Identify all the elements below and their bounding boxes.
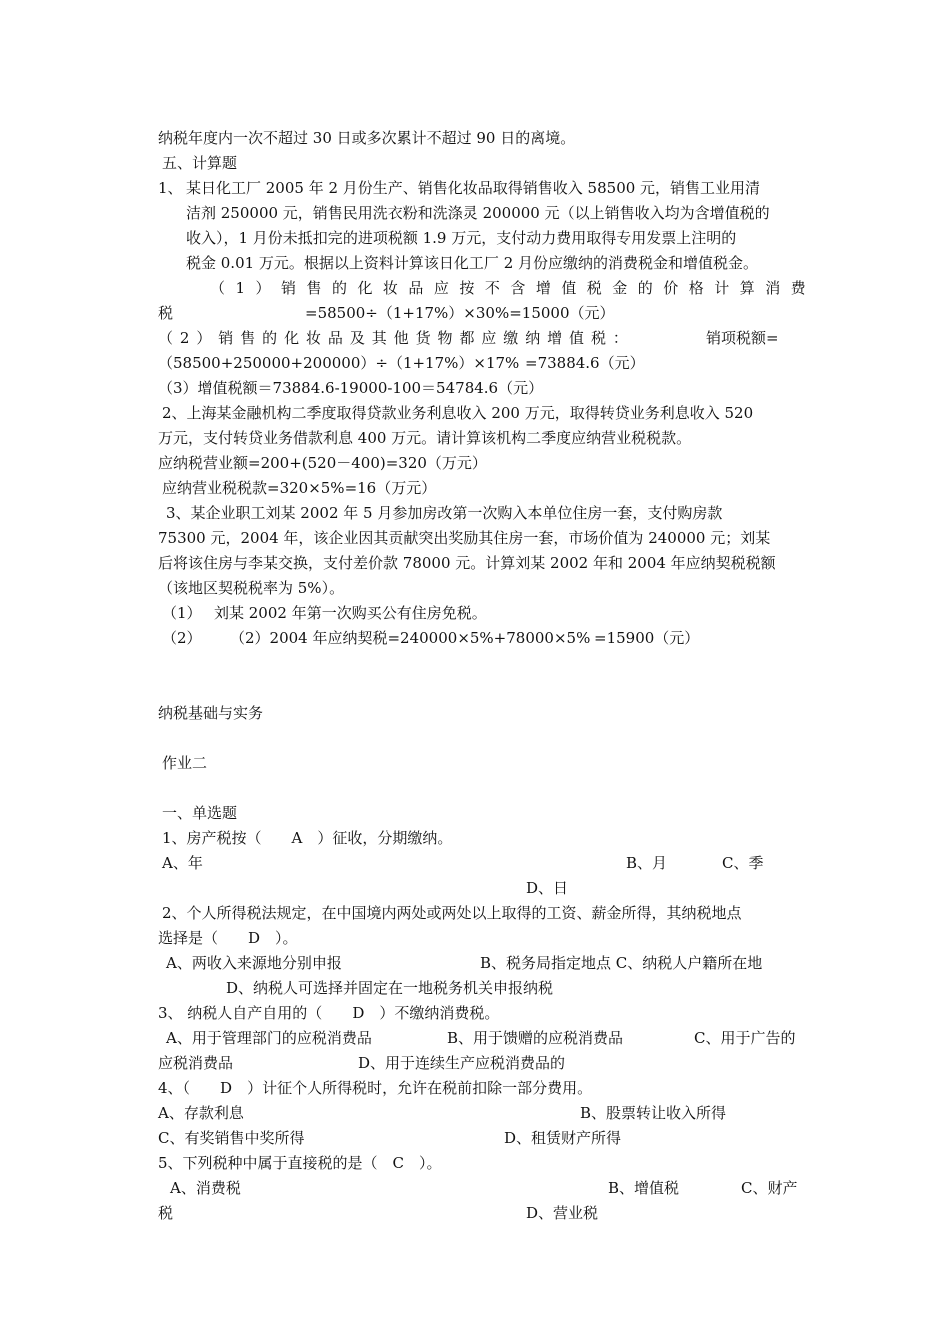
justified-char: 值 [561,279,577,297]
question-text: 4、（ D ）计征个人所得税时，允许在税前扣除一部分费用。 [158,1079,593,1097]
question-text: 2、个人所得税法规定，在中国境内两处或两处以上取得的工资、薪金所得，其纳税地点 [162,904,742,922]
answer-formula: =58500÷（1+17%）×30%=15000（元） [305,304,615,322]
option-b: B、用于馈赠的应税消费品 [447,1029,624,1047]
option-bc: B、税务局指定地点 C、纳税人户籍所在地 [480,954,763,972]
justified-char: 应 [433,279,449,297]
question-text: 5、下列税种中属于直接税的是（ C ）。 [158,1154,442,1172]
justified-char: 化 [284,329,300,347]
answer-text: 销项税额= [706,329,779,347]
answer-number: （2） [162,629,202,647]
justified-char: 化 [357,279,373,297]
section-title-single-choice: 一、单选题 [162,804,238,822]
question-text: 洁剂 250000 元，销售民用洗衣粉和洗涤灵 200000 元（以上销售收入均为含增值税的 [186,204,770,222]
question-text: 选择是（ D ）。 [158,929,298,947]
justified-char: 值 [569,329,585,347]
justified-char: 计 [714,279,730,297]
answer-text: （3）增值税额＝73884.6-19000-100＝54784.6（元） [158,379,544,397]
option-c: C、季 [722,854,764,872]
answer-result: =15900（元） [594,629,700,647]
document-title: 纳税基础与实务 [158,704,264,722]
justified-char: 格 [688,279,704,297]
justified-char: 含 [510,279,526,297]
option-a: A、消费税 [170,1179,241,1197]
justified-char: 的 [262,329,278,347]
option-d: D、用于连续生产应税消费品的 [358,1054,566,1072]
option-b: B、月 [626,854,668,872]
justified-char: 货 [415,329,431,347]
justified-char: 2 [179,329,190,347]
option-a: A、两收入来源地分别申报 [166,954,342,972]
option-a: A、用于管理部门的应税消费品 [166,1029,372,1047]
assignment-title: 作业二 [162,754,208,772]
justified-char: 缴 [503,329,519,347]
justified-char: 纳 [525,329,541,347]
question-text: 后将该住房与李某交换，支付差价款 78000 元。计算刘某 2002 年和 2004 年应纳契税税额 [158,554,776,572]
justified-char: 的 [331,279,347,297]
justified-char: ） [196,329,212,347]
question-text: 3、 纳税人自产自用的（ D ）不缴纳消费税。 [158,1004,500,1022]
answer-number: （1） [162,604,202,622]
justified-char: 品 [327,329,343,347]
answer-text: 税 [158,304,174,322]
question-text: 万元，支付转贷业务借款利息 400 万元。请计算该机构二季度应纳营业税税款。 [158,429,692,447]
option-c: C、财产 [741,1179,798,1197]
option-c-continued: 应税消费品 [158,1054,234,1072]
option-a: A、存款利息 [158,1104,244,1122]
justified-char: 的 [637,279,653,297]
justified-char: 都 [459,329,475,347]
question-text: 收入），1 月份未抵扣完的进项税额 1.9 万元，支付动力费用取得专用发票上注明的 [186,229,737,247]
justified-char: ） [255,279,271,297]
justified-char: 税 [590,329,606,347]
justified-char: 增 [547,329,563,347]
option-b: B、股票转让收入所得 [580,1104,727,1122]
justified-char: 妆 [305,329,321,347]
answer-result: =73884.6（元） [525,354,645,372]
question-text: 2、上海某金融机构二季度取得贷款业务利息收入 200 万元，取得转贷业务利息收入 520 [162,404,754,422]
justified-char: 价 [663,279,679,297]
answer-justified-line [210,278,806,298]
answer-text: 应纳税营业额=200+(520－400)=320（万元） [158,454,487,472]
option-c: C、用于广告的 [694,1029,796,1047]
justified-char: （ [158,329,174,347]
intro-line: 纳税年度内一次不超过 30 日或多次累计不超过 90 日的离境。 [158,129,576,147]
justified-char: 税 [586,279,602,297]
justified-char: 售 [306,279,322,297]
answer-formula: （2）2004 年应纳契税=240000×5%+78000×5% [230,629,591,647]
question-text: 3、某企业职工刘某 2002 年 5 月参加房改第一次购入本单位住房一套，支付购房款 [166,504,723,522]
question-text: 1、房产税按（ A ）征收，分期缴纳。 [162,829,453,847]
justified-char: 及 [349,329,365,347]
section-title-calc: 五、计算题 [162,154,238,172]
answer-text: 刘某 2002 年第一次购买公有住房免税。 [214,604,487,622]
justified-char: 增 [535,279,551,297]
justified-char: 费 [790,279,806,297]
justified-char: 销 [218,329,234,347]
question-number: 1、 [158,179,183,197]
justified-char: 不 [484,279,500,297]
justified-char: 按 [459,279,475,297]
option-d: D、营业税 [526,1204,599,1222]
option-b: B、增值税 [608,1179,680,1197]
question-text: 75300 元，2004 年，该企业因其贡献突出奖励其住房一套，市场价值为 240000 元；刘某 [158,529,771,547]
option-a: A、年 [162,854,203,872]
justified-char: 妆 [382,279,398,297]
option-d: D、纳税人可选择并固定在一地税务机关申报纳税 [226,979,554,997]
question-text: （该地区契税税率为 5%）。 [158,579,345,597]
answer-text: 应纳营业税税款=320×5%=16（万元） [162,479,437,497]
option-d: D、租赁财产所得 [504,1129,622,1147]
answer-formula: （58500+250000+200000）÷（1+17%）×17% [158,354,520,372]
justified-char: 算 [739,279,755,297]
answer-justified-line [158,328,628,348]
option-d: D、日 [526,879,569,897]
question-text: 税金 0.01 万元。根据以上资料计算该日化工厂 2 月份应缴纳的消费税金和增值税金。 [186,254,759,272]
justified-char: 金 [612,279,628,297]
justified-char: 消 [765,279,781,297]
justified-char: （ [210,279,226,297]
justified-char: ： [612,329,628,347]
option-c-continued: 税 [158,1204,174,1222]
justified-char: 1 [235,279,246,297]
justified-char: 售 [240,329,256,347]
justified-char: 物 [437,329,453,347]
justified-char: 他 [393,329,409,347]
option-c: C、有奖销售中奖所得 [158,1129,305,1147]
justified-char: 其 [371,329,387,347]
question-text: 某日化工厂 2005 年 2 月份生产、销售化妆品取得销售收入 58500 元，销售工业用清 [186,179,761,197]
justified-char: 销 [280,279,296,297]
justified-char: 应 [481,329,497,347]
justified-char: 品 [408,279,424,297]
